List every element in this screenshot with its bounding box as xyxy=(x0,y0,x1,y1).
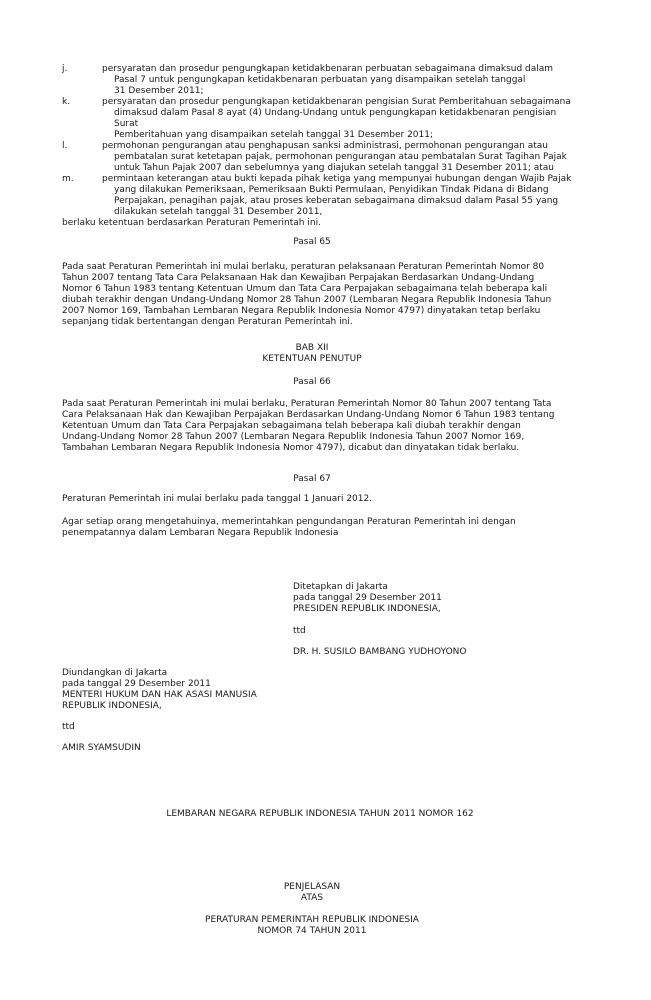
explanation-title: PENJELASAN xyxy=(283,882,341,892)
pasal-65-heading: Pasal 65 xyxy=(293,237,331,247)
list-text xyxy=(102,97,582,141)
body-line: Ketentuan Umum dan Tata Cara Perpajakan sebagaimana telah beberapa kali diubah terakhir dengan xyxy=(62,421,521,431)
list-line: dilakukan setelah tanggal 31 Desember 2011, xyxy=(114,207,323,217)
pasal-67-heading: Pasal 67 xyxy=(293,474,331,484)
explanation-regulation: PERATURAN PEMERINTAH REPUBLIK INDONESIA xyxy=(205,915,419,925)
body-line: sepanjang tidak bertentangan dengan Peraturan Pemerintah ini. xyxy=(62,317,353,327)
list-item xyxy=(62,64,582,97)
body-line: penempatannya dalam Lembaran Negara Republik Indonesia xyxy=(62,528,339,538)
list-line: Perpajakan, penagihan pajak, atau proses keberatan sebagaimana dimaksud dalam Pasal 55 yang xyxy=(114,196,559,206)
promulgated-date: pada tanggal 29 Desember 2011 xyxy=(62,679,211,689)
pasal-65-body xyxy=(62,262,582,328)
list-line: permintaan keterangan atau bukti kepada pihak ketiga yang mempunyai hubungan dengan Wajib Pajak xyxy=(102,174,572,184)
body-line: Agar setiap orang mengetahuinya, memerintahkan pengundangan Peraturan Pemerintah ini dengan xyxy=(62,517,516,527)
body-line: Undang-Undang Nomor 28 Tahun 2007 (Lembaran Negara Republik Indonesia Tahun 2007 Nomor 169, xyxy=(62,432,525,442)
body-line: diubah terakhir dengan Undang-Undang Nomor 28 Tahun 2007 (Lembaran Negara Republik Indonesia Tahun xyxy=(62,295,552,305)
list-letter: l. xyxy=(62,141,68,151)
list-line: persyaratan dan prosedur pengungkapan ketidakbenaran pengisian Surat Pemberitahuan sebagaimana xyxy=(102,97,571,107)
gazette-reference: LEMBARAN NEGARA REPUBLIK INDONESIA TAHUN 2011 NOMOR 162 xyxy=(166,809,474,819)
list-letter: k. xyxy=(62,97,71,107)
list-line: yang dilakukan Pemeriksaan, Pemeriksaan Bukti Permulaan, Penyidikan Tindak Pidana di Bidang xyxy=(114,185,549,195)
list-line: permohonan pengurangan atau penghapusan sanksi administrasi, permohonan pengurangan atau xyxy=(102,141,548,151)
list-letter: j. xyxy=(62,64,68,74)
promulgated-block xyxy=(62,668,362,712)
list-line: Pasal 7 untuk pengungkapan ketidakbenaran perbuatan yang disampaikan setelah tanggal xyxy=(114,75,526,85)
list-line: untuk Tahun Pajak 2007 dan sebelumnya yang diajukan setelah tanggal 31 Desember 2011; atau xyxy=(114,163,555,173)
promulgated-ttd: ttd xyxy=(62,722,75,732)
list-item xyxy=(62,141,582,174)
enactment-date: pada tanggal 29 Desember 2011 xyxy=(293,593,442,603)
pasal-66-heading: Pasal 66 xyxy=(293,377,331,387)
chapter-title: KETENTUAN PENUTUP xyxy=(262,354,362,364)
body-line: Pada saat Peraturan Pemerintah ini mulai berlaku, Peraturan Pemerintah Nomor 80 Tahun 2007 tentang Tata xyxy=(62,399,552,409)
promulgation-order xyxy=(62,517,582,539)
promulgated-office: MENTERI HUKUM DAN HAK ASASI MANUSIA xyxy=(62,690,257,700)
body-line: 2007 Nomor 169, Tambahan Lembaran Negara Republik Indonesia Nomor 4797) dinyatakan tetap berlaku xyxy=(62,306,541,316)
list-item xyxy=(62,174,582,218)
body-line: Tambahan Lembaran Negara Republik Indonesia Nomor 4797), dicabut dan dinyatakan tidak berlaku. xyxy=(62,443,520,453)
promulgated-signatory: AMIR SYAMSUDIN xyxy=(62,743,141,753)
enactment-place: Ditetapkan di Jakarta xyxy=(293,582,388,592)
list-item xyxy=(62,97,582,141)
list-line: 31 Desember 2011; xyxy=(114,86,204,96)
provision-list xyxy=(62,64,582,229)
explanation-number: NOMOR 74 TAHUN 2011 xyxy=(257,926,367,936)
list-line: persyaratan dan prosedur pengungkapan ketidakbenaran perbuatan sebagaimana dimaksud dalam xyxy=(102,64,554,74)
pasal-67-body: Peraturan Pemerintah ini mulai berlaku pada tanggal 1 Januari 2012. xyxy=(62,494,373,504)
enactment-block xyxy=(293,582,593,615)
chapter-number: BAB XII xyxy=(295,343,329,353)
enactment-ttd: ttd xyxy=(293,626,306,636)
list-line: Pemberitahuan yang disampaikan setelah tanggal 31 Desember 2011; xyxy=(114,130,434,140)
list-text xyxy=(102,174,582,218)
body-line: Pada saat Peraturan Pemerintah ini mulai berlaku, peraturan pelaksanaan Peraturan Pemerintah Nomor 80 xyxy=(62,262,545,272)
list-letter: m. xyxy=(62,174,74,184)
promulgated-place: Diundangkan di Jakarta xyxy=(62,668,168,678)
list-closing: berlaku ketentuan berdasarkan Peraturan Pemerintah ini. xyxy=(62,218,321,228)
pasal-66-body xyxy=(62,399,582,454)
list-line: dimaksud dalam Pasal 8 ayat (4) Undang-Undang untuk pengungkapan ketidakbenaran pengisian Surat xyxy=(114,108,557,129)
enactment-signatory: DR. H. SUSILO BAMBANG YUDHOYONO xyxy=(293,647,467,657)
explanation-atas: ATAS xyxy=(300,893,324,903)
body-line: Cara Pelaksanaan Hak dan Kewajiban Perpajakan Berdasarkan Undang-Undang Nomor 6 Tahun 1983 tentang xyxy=(62,410,555,420)
body-line: Nomor 6 Tahun 1983 tentang Ketentuan Umum dan Tata Cara Perpajakan sebagaimana telah beberapa kali xyxy=(62,284,548,294)
promulgated-office-line2: REPUBLIK INDONESIA, xyxy=(62,701,162,711)
list-text xyxy=(102,64,582,97)
enactment-office: PRESIDEN REPUBLIK INDONESIA, xyxy=(293,604,441,614)
list-text xyxy=(102,141,582,174)
list-line: pembatalan surat ketetapan pajak, permohonan pengurangan atau pembatalan Surat Tagihan Pajak xyxy=(114,152,567,162)
body-line: Tahun 2007 tentang Tata Cara Pelaksanaan Hak dan Kewajiban Perpajakan Berdasarkan Undang-Undang xyxy=(62,273,535,283)
